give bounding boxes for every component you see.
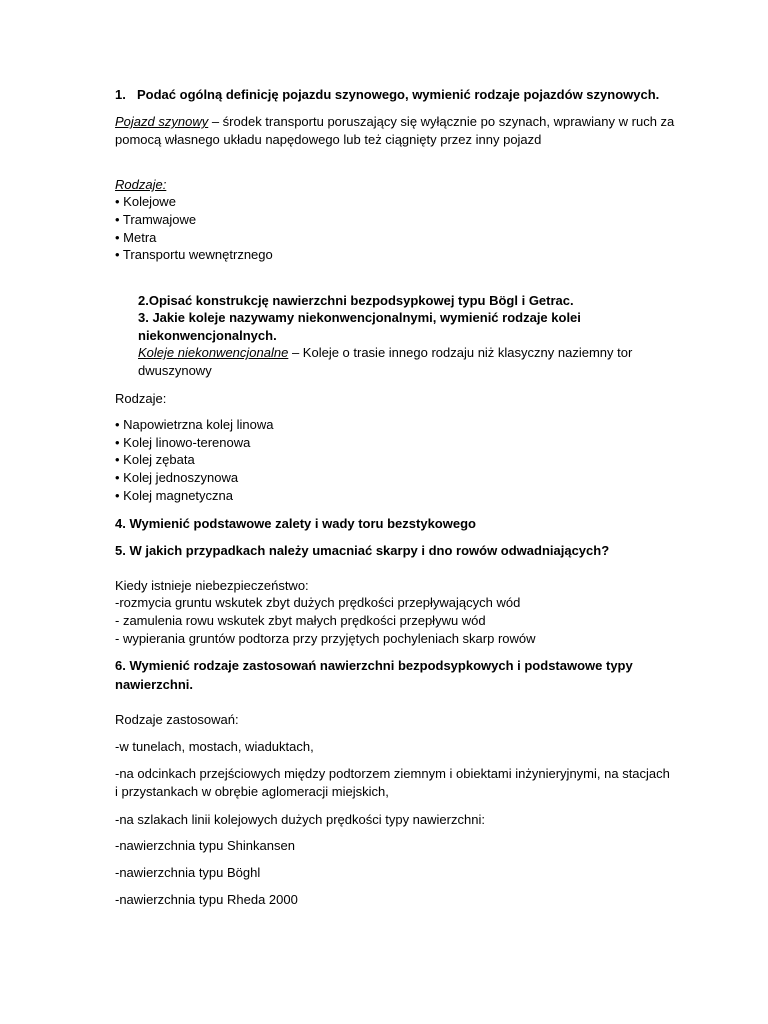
q3-definition-line-1: [138, 344, 632, 361]
q1-type-item: • Tramwajowe: [115, 212, 197, 227]
q5-item: -rozmycia gruntu wskutek zbyt dużych prędkości przepływających wód: [115, 595, 521, 610]
q3-definition-line-2: dwuszynowy: [138, 363, 212, 378]
q6-type-item: -nawierzchnia typu Rheda 2000: [115, 892, 298, 907]
q3-type-item: • Kolej magnetyczna: [115, 488, 234, 503]
q1-heading: [115, 86, 659, 103]
q3-heading-line-2: niekonwencjonalnych.: [138, 328, 277, 343]
q5-item: - zamulenia rowu wskutek zbyt małych prędkości przepływu wód: [115, 613, 486, 628]
q1-definition-line-1: [115, 113, 674, 130]
q4-heading: 4. Wymienić podstawowe zalety i wady toru bezstykowego: [115, 516, 476, 531]
q6-use-item: -na odcinkach przejściowych między podtorzem ziemnym i obiektami inżynieryjnymi, na stacjach: [115, 766, 670, 781]
q3-type-item: • Napowietrzna kolej linowa: [115, 417, 274, 432]
q3-types-label: Rodzaje:: [115, 391, 167, 406]
q3-type-item: • Kolej jednoszynowa: [115, 470, 239, 485]
q1-heading-text: Podać ogólną definicję pojazdu szynowego, wymienić rodzaje pojazdów szynowych.: [137, 87, 660, 102]
q6-uses-label: Rodzaje zastosowań:: [115, 712, 239, 727]
q1-definition-term: Pojazd szynowy: [115, 114, 209, 129]
q5-heading: 5. W jakich przypadkach należy umacniać skarpy i dno rowów odwadniających?: [115, 543, 610, 558]
q6-type-item: -nawierzchnia typu Böghl: [115, 865, 261, 880]
q6-type-item: -nawierzchnia typu Shinkansen: [115, 838, 295, 853]
q6-heading-line-1: 6. Wymienić rodzaje zastosowań nawierzchni bezpodsypkowych i podstawowe typy: [115, 658, 633, 673]
q6-heading-line-2: nawierzchni.: [115, 677, 194, 692]
q3-type-item: • Kolej linowo-terenowa: [115, 435, 251, 450]
q2-heading: 2.Opisać konstrukcję nawierzchni bezpodsypkowej typu Bögl i Getrac.: [138, 293, 574, 308]
q6-use-item-continued: i przystankach w obrębie aglomeracji miejskich,: [115, 784, 389, 799]
q1-number: 1.: [115, 87, 126, 102]
q5-intro: Kiedy istnieje niebezpieczeństwo:: [115, 578, 309, 593]
q1-definition-text-1: – środek transportu poruszający się wyłącznie po szynach, wprawiany w ruch za: [208, 114, 675, 129]
q3-definition-text-1: – Koleje o trasie innego rodzaju niż klasyczny naziemny tor: [288, 345, 633, 360]
q1-definition-line-2: pomocą własnego układu napędowego lub też ciągnięty przez inny pojazd: [115, 132, 542, 147]
q1-type-item: • Transportu wewnętrznego: [115, 247, 273, 262]
q1-types-label: Rodzaje:: [115, 177, 167, 192]
q1-type-item: • Metra: [115, 230, 157, 245]
q3-type-item: • Kolej zębata: [115, 452, 195, 467]
q6-use-item: -na szlakach linii kolejowych dużych prędkości typy nawierzchni:: [115, 812, 485, 827]
q3-heading-line-1: 3. Jakie koleje nazywamy niekonwencjonalnymi, wymienić rodzaje kolei: [138, 310, 581, 325]
q5-item: - wypierania gruntów podtorza przy przyjętych pochyleniach skarp rowów: [115, 631, 536, 646]
q6-use-item: -w tunelach, mostach, wiaduktach,: [115, 739, 314, 754]
q3-definition-term: Koleje niekonwencjonalne: [138, 345, 289, 360]
q1-type-item: • Kolejowe: [115, 194, 176, 209]
